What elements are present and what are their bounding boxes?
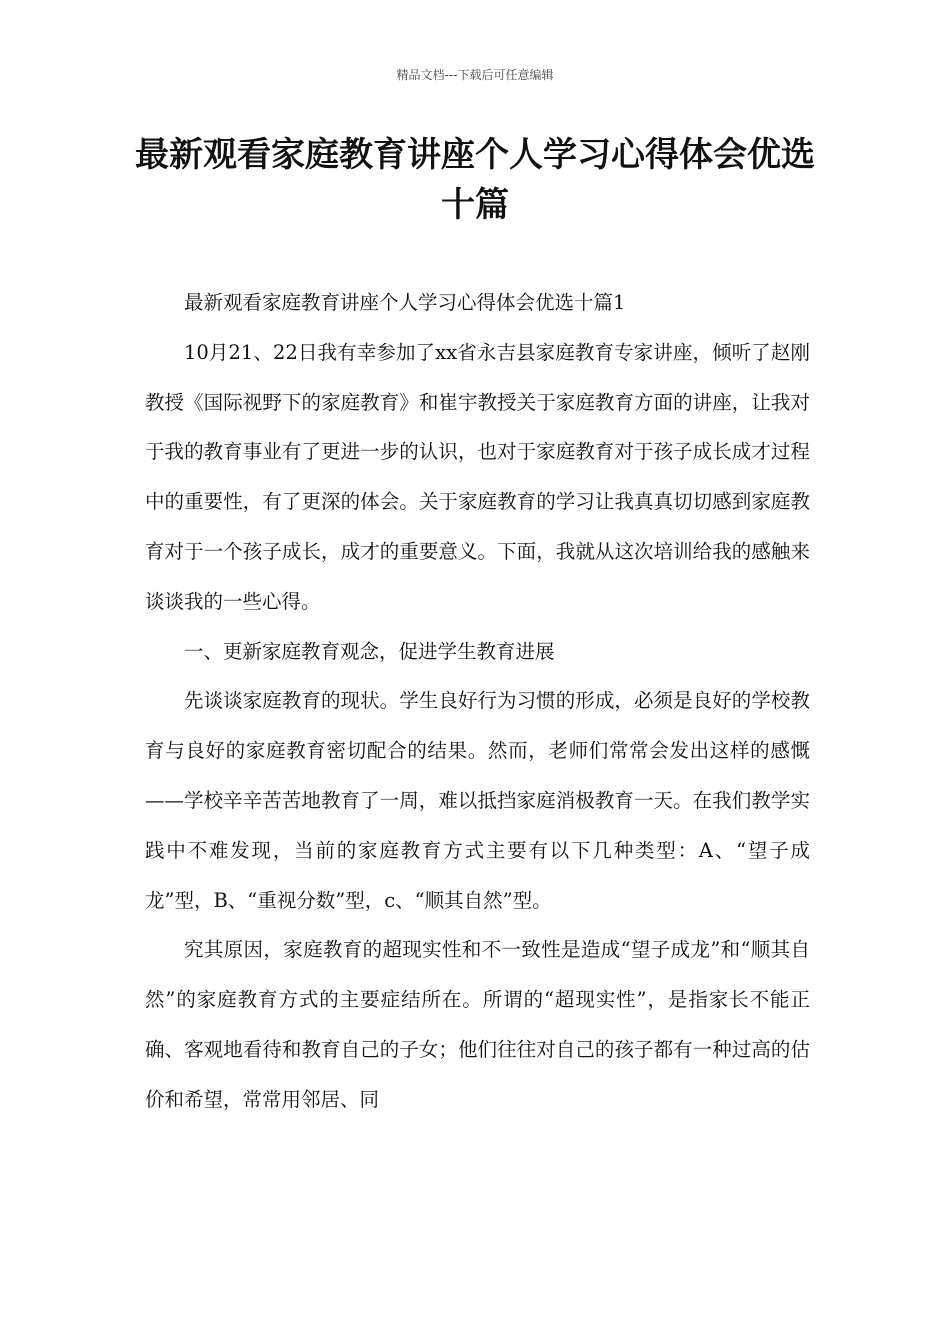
header-note: 精品文档---下载后可任意编辑 <box>396 68 554 82</box>
body-paragraph: 10月21、22日我有幸参加了xx省永吉县家庭教育专家讲座，倾听了赵刚教授《国际视野下的家庭教育》和崔宇教授关于家庭教育方面的讲座，让我对于我的教育事业有了更进一步的认识，也对于家庭教育对于孩子成长成才过程中的重要性，有了更深的体会。关于家庭教育的学习让我真真切切感到家庭教育对于一个孩子成长，成才的重要意义。下面，我就从这次培训给我的感触来谈谈我的一些心得。 <box>145 340 810 613</box>
document-body <box>145 278 810 1125</box>
subsection-heading: 一、更新家庭教育观念，促进学生教育进展 <box>184 639 555 663</box>
body-paragraph: 究其原因，家庭教育的超现实性和不一致性是造成“望子成龙”和“顺其自然”的家庭教育方式的主要症结所在。所谓的“超现实性”，是指家长不能正确、客观地看待和教育自己的子女；他们往往对自己的孩子都有一种过高的估价和希望，常常用邻居、同 <box>145 938 810 1111</box>
section-heading-1: 最新观看家庭教育讲座个人学习心得体会优选十篇1 <box>184 291 626 314</box>
document-title: 最新观看家庭教育讲座个人学习心得体会优选十篇 <box>135 135 815 225</box>
body-paragraph: 先谈谈家庭教育的现状。学生良好行为习惯的形成，必须是良好的学校教育与良好的家庭教育密切配合的结果。然而，老师们常常会发出这样的感慨——学校辛辛苦苦地教育了一周，难以抵挡家庭消极教育一天。在我们教学实践中不难发现，当前的家庭教育方式主要有以下几种类型：A、“望子成龙”型，B、“重视分数”型，c、“顺其自然”型。 <box>145 689 810 912</box>
